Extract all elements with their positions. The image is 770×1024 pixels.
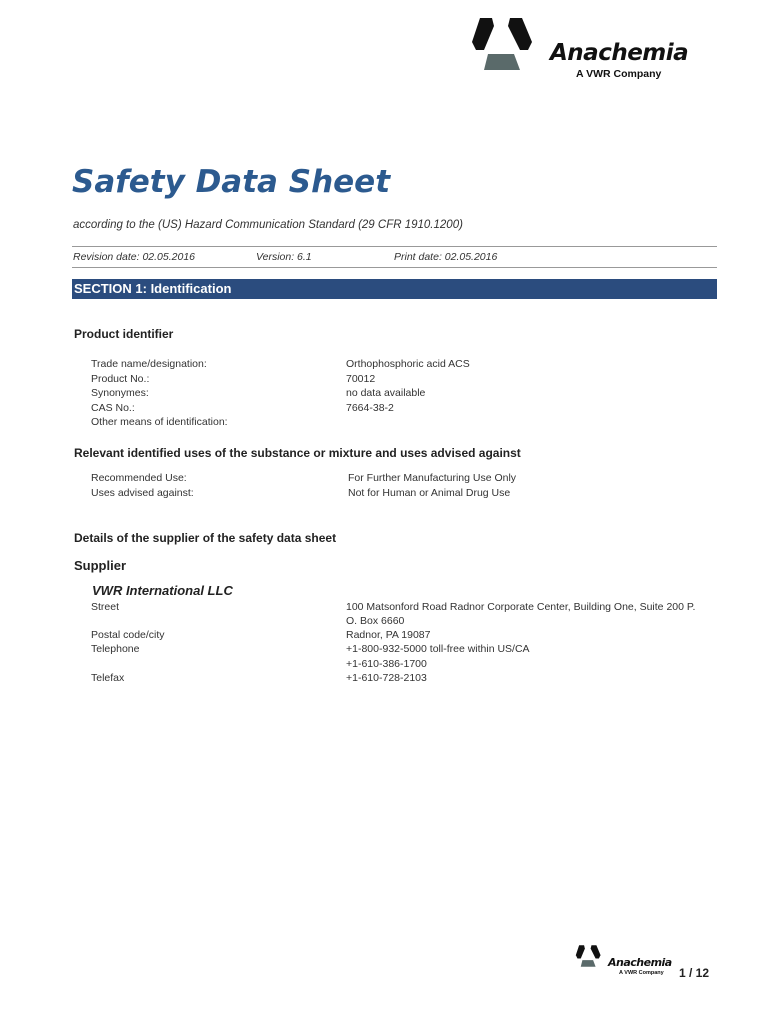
telefax-label: Telefax xyxy=(91,672,125,684)
header-logo xyxy=(470,16,700,86)
recommended-use-value: For Further Manufacturing Use Only xyxy=(348,472,517,484)
supplier-heading: Supplier xyxy=(74,558,127,573)
anachemia-logo-icon xyxy=(575,944,603,968)
divider-bottom xyxy=(72,267,717,268)
footer-logo xyxy=(575,944,675,978)
header-logo-name: Anachemia xyxy=(550,40,689,66)
postal-label: Postal code/city xyxy=(91,629,165,641)
trade-name-label: Trade name/designation: xyxy=(91,358,207,370)
footer-logo-name: Anachemia xyxy=(608,956,672,969)
print-date: Print date: 02.05.2016 xyxy=(394,251,498,263)
telephone-value-line2: +1-610-386-1700 xyxy=(346,658,427,670)
cas-no-value: 7664-38-2 xyxy=(346,402,394,414)
page-subtitle: according to the (US) Hazard Communication Standard (29 CFR 1910.1200) xyxy=(73,219,463,231)
product-no-value: 70012 xyxy=(346,373,376,385)
other-means-label: Other means of identification: xyxy=(91,416,228,428)
version: Version: 6.1 xyxy=(256,251,312,263)
synonymes-value: no data available xyxy=(346,387,426,399)
page-number: 1 / 12 xyxy=(679,966,710,980)
telefax-value: +1-610-728-2103 xyxy=(346,672,427,684)
product-identifier-heading: Product identifier xyxy=(74,327,174,341)
supplier-company: VWR International LLC xyxy=(92,583,233,598)
street-value-line1: 100 Matsonford Road Radnor Corporate Center, Building One, Suite 200 P. xyxy=(346,601,696,613)
uses-heading: Relevant identified uses of the substance or mixture and uses advised against xyxy=(74,446,521,460)
cas-no-label: CAS No.: xyxy=(91,402,135,414)
trade-name-value: Orthophosphoric acid ACS xyxy=(346,358,470,370)
section-1-header: SECTION 1: Identification xyxy=(72,279,717,299)
supplier-details-heading: Details of the supplier of the safety data sheet xyxy=(74,531,337,545)
footer-logo-tagline: A VWR Company xyxy=(619,970,664,976)
telephone-label: Telephone xyxy=(91,643,140,655)
recommended-use-label: Recommended Use: xyxy=(91,472,187,484)
street-label: Street xyxy=(91,601,120,613)
divider-top xyxy=(72,246,717,247)
street-value-line2: O. Box 6660 xyxy=(346,615,405,627)
uses-advised-against-value: Not for Human or Animal Drug Use xyxy=(348,487,511,499)
uses-advised-against-label: Uses advised against: xyxy=(91,487,194,499)
header-logo-tagline: A VWR Company xyxy=(576,68,662,80)
page-title: Safety Data Sheet xyxy=(72,164,391,200)
product-no-label: Product No.: xyxy=(91,373,150,385)
anachemia-logo-icon xyxy=(470,16,538,72)
postal-value: Radnor, PA 19087 xyxy=(346,629,431,641)
synonymes-label: Synonymes: xyxy=(91,387,149,399)
revision-date: Revision date: 02.05.2016 xyxy=(73,251,196,263)
telephone-value-line1: +1-800-932-5000 toll-free within US/CA xyxy=(346,643,530,655)
